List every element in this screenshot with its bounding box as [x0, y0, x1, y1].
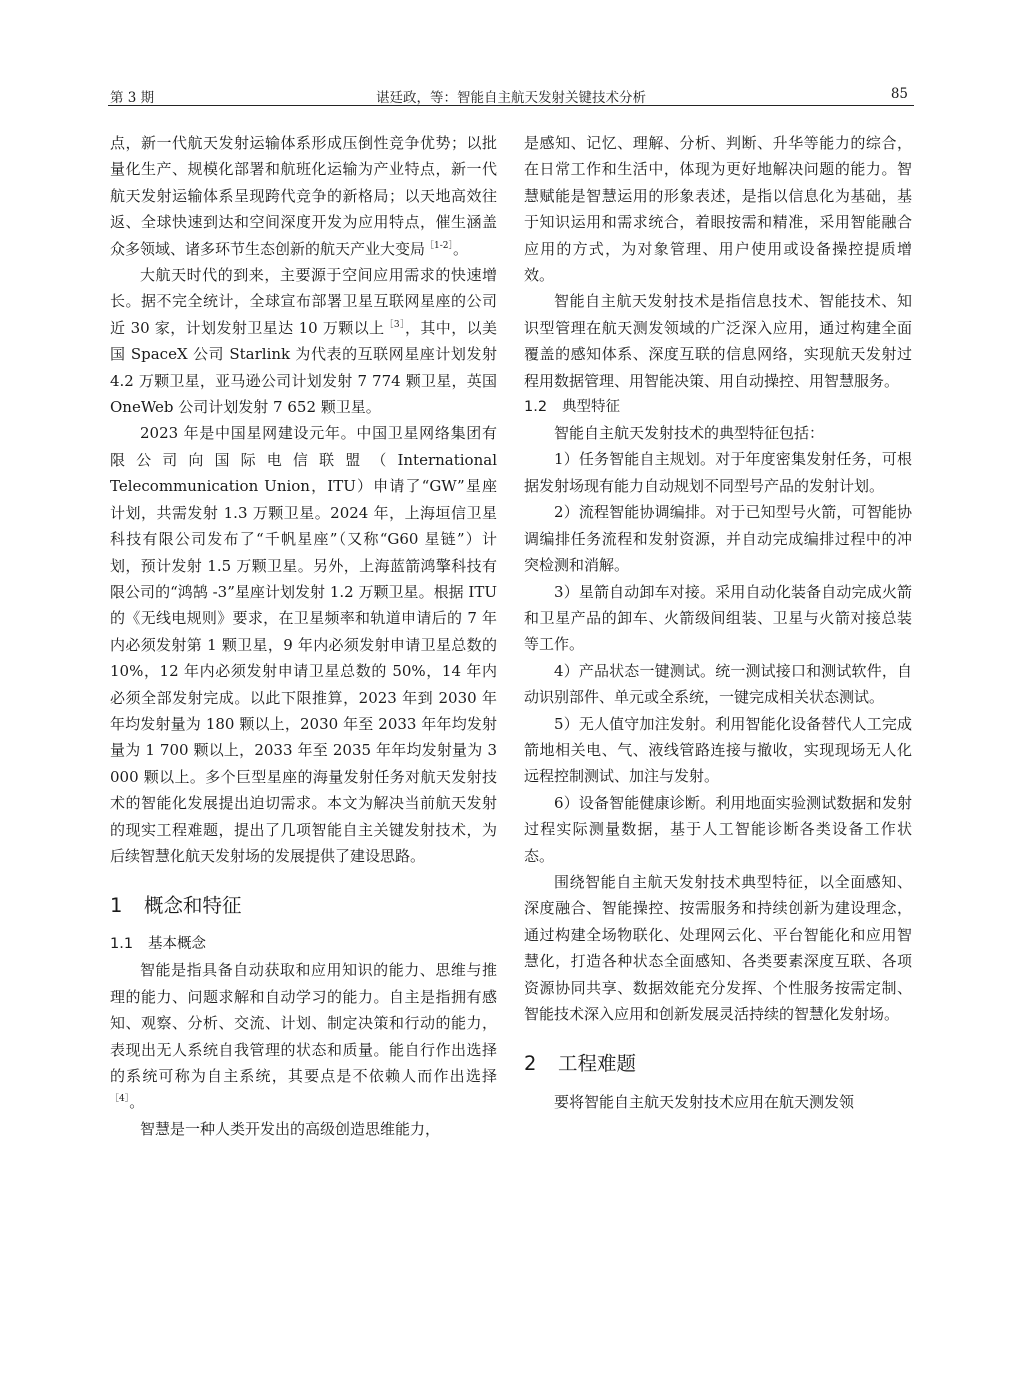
list-item: 5）无人值守加注发射。利用智能化设备替代人工完成箭地相关电、气、液线管路连接与撤收，实现现场无人化远程控制测试、加注与发射。	[524, 714, 912, 786]
issue-label: 第 3 期	[110, 90, 155, 106]
citation: ［1-2］	[425, 240, 454, 251]
list-item: 3）星箭自动卸车对接。采用自动化装备自动完成火箭和卫星产品的卸车、火箭级间组装、卫星与火箭对接总装等工作。	[524, 582, 912, 654]
paragraph: 智慧是一种人类开发出的高级创造思维能力，	[140, 1119, 441, 1138]
paragraph: 智能是指具备自动获取和应用知识的能力、思维与推理的能力、问题求解和自动学习的能力。自主是指拥有感知、观察、分析、交流、计划、制定决策和行动的能力，表现出无人系统自我管理的状态和质量。能自行作出选择的系统可称为自主系统，其要点是不依赖人而作出选择$^{[4]}$。	[110, 961, 497, 1112]
paragraph: 是感知、记忆、理解、分析、判断、升华等能力的综合，在日常工作和生活中，体现为更好地解决问题的能力。智慧赋能是智慧运用的形象表述，是指以信息化为基础，基于知识运用和需求统合，着眼按需和精准，采用智能融合应用的方式，为对象管理、用户使用或设备操控提质增效。	[524, 134, 912, 285]
running-title: 谌廷政，等：智能自主航天发射关键技术分析	[376, 90, 646, 106]
list-item: 2）流程智能协调编排。对于已知型号火箭，可智能协调编排任务流程和发射资源，并自动完成编排过程中的冲突检测和消解。	[524, 503, 912, 575]
page-number: 85	[890, 86, 908, 102]
paragraph: 围绕智能自主航天发射技术典型特征，以全面感知、深度融合、智能操控、按需服务和持续创新为建设理念，通过构建全场物联化、处理网云化、平台智能化和应用智慧化，打造各种状态全面感知、各类要素深度互联、各项资源协同共享、数据效能充分发挥、个性服务按需定制、智能技术深入应用和创新发展灵活持续的智慧化发射场。	[524, 872, 912, 1023]
paragraph: 智能自主航天发射技术是指信息技术、智能技术、知识型管理在航天测发领域的广泛深入应用，通过构建全面覆盖的感知体系、深度互联的信息网络，实现航天发射过程用数据管理、用智能决策、用自动操控、用智慧服务。	[524, 292, 912, 390]
header-rule	[108, 105, 914, 106]
paragraph: 点，新一代航天发射运输体系形成压倒性竞争优势；以批量化生产、规模化部署和航班化运输为产业特点，新一代航天发射运输体系呈现跨代竞争的新格局；以天地高效往返、全球快速到达和空间深度开发为应用特点，催生涵盖众多领域、诸多环节生态创新的航天产业大变局$^{[1-2]}$。	[110, 134, 497, 258]
citation: ［4］	[110, 1094, 130, 1105]
paragraph: 要将智能自主航天发射技术应用在航天测发领	[554, 1093, 855, 1112]
paragraph: 大航天时代的到来，主要源于空间应用需求的快速增长。据不完全统计，全球宣布部署卫星互联网星座的公司近 30 家，计划发射卫星达 10 万颗以上$^{[3]}$，其中，以美国 SpaceX 公司 Starlink 为代表的互联网星座计划发射 4.2 万颗卫星，亚马逊公司计划发射 7 774 颗卫星，英国 OneWeb 公司计划发射 7 652 颗卫星。	[110, 266, 497, 417]
section-heading: 1 概念和特征	[110, 894, 242, 918]
paragraph: 智能自主航天发射技术的典型特征包括：	[554, 424, 825, 443]
subsection-heading: 1.2 典型特征	[524, 399, 620, 416]
paragraph: 2023 年是中国星网建设元年。中国卫星网络集团有限公司向国际电信联盟（International Telecommunication Union，ITU）申请了“GW”星座计划，共需发射 1.3 万颗卫星。2024 年，上海垣信卫星科技有限公司发布了“千帆星座”（又称“G60 星链”）计划，预计发射 1.5 万颗卫星。另外，上海蓝箭鸿擎科技有限公司的“鸿鹄 -3”星座计划发射 1.2 万颗卫星。根据 ITU 的《无线电规则》要求，在卫星频率和轨道申请后的 7 年内必须发射第 1 颗卫星，9 年内必须发射申请卫星总数的 10%，12 年内必须发射申请卫星总数的 50%，14 年内必须全部发射完成。以此下限推算，2023 年到 2030 年年均发射量为 180 颗以上，2030 年至 2033 年年均发射量为 1 700 颗以上，2033 年至 2035 年年均发射量为 3 000 颗以上。多个巨型星座的海量发射任务对航天发射技术的智能化发展提出迫切需求。本文为解决当前航天发射的现实工程难题，提出了几项智能自主关键发射技术，为后续智慧化航天发射场的发展提供了建设思路。	[110, 424, 497, 865]
section-heading: 2 工程难题	[524, 1052, 637, 1076]
running-header	[108, 84, 914, 106]
list-item: 4）产品状态一键测试。统一测试接口和测试软件，自动识别部件、单元或全系统，一键完成相关状态测试。	[524, 661, 912, 707]
right-column	[524, 130, 912, 1260]
citation: ［3］	[384, 319, 405, 330]
subsection-heading: 1.1 基本概念	[110, 936, 206, 953]
list-item: 6）设备智能健康诊断。利用地面实验测试数据和发射过程实际测量数据，基于人工智能诊断各类设备工作状态。	[524, 793, 912, 865]
left-column	[110, 130, 497, 1260]
list-item: 1）任务智能自主规划。对于年度密集发射任务，可根据发射场现有能力自动规划不同型号产品的发射计划。	[524, 450, 912, 495]
